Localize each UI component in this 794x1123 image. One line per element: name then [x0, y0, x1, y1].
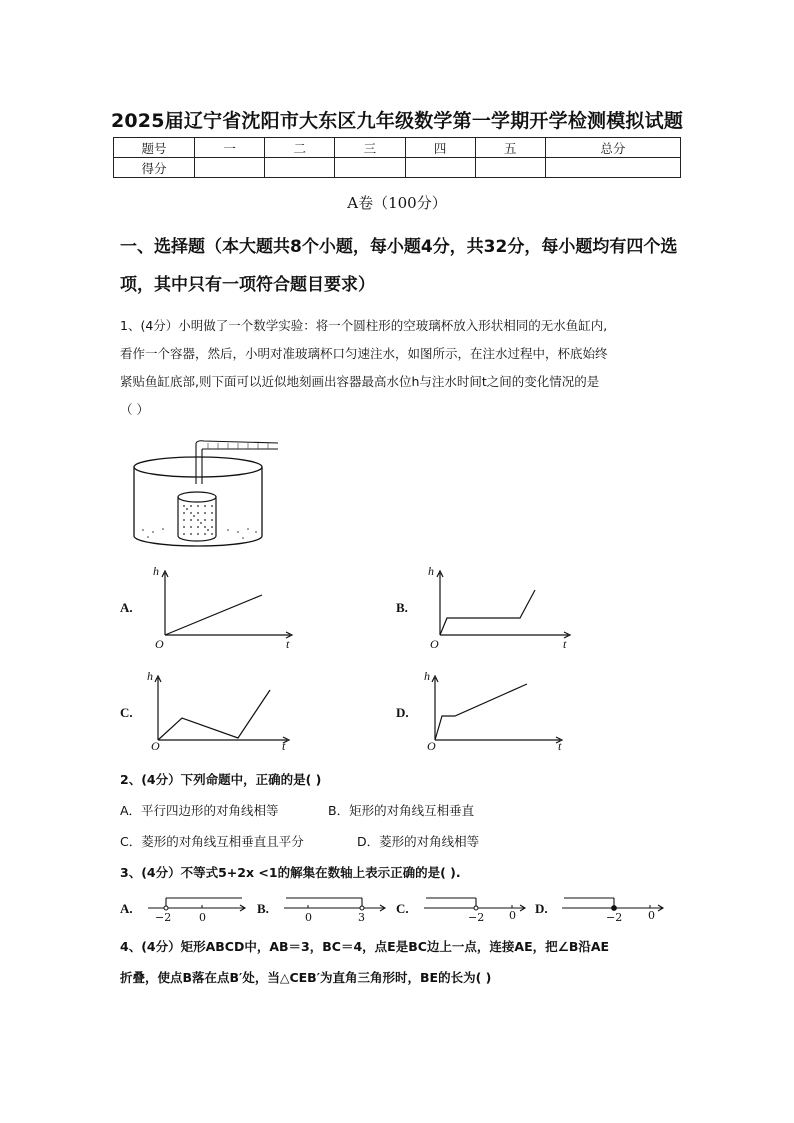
q3-option-b-numberline: [280, 893, 390, 923]
q3-option-b-label[interactable]: B.: [257, 901, 269, 916]
score-table: [113, 137, 681, 178]
q1-option-d-graph: [425, 670, 570, 760]
q3-a-tick1: −2: [155, 911, 172, 924]
score-row-label: 得分: [114, 158, 195, 178]
score-cell: [405, 158, 475, 178]
q3-c-tick1: −2: [468, 911, 485, 924]
q1-option-c-graph: [150, 670, 295, 760]
q3-b-tick1: 0: [305, 911, 312, 924]
q2-option-b[interactable]: B．矩形的对角线互相垂直: [328, 803, 475, 818]
score-header-cell: 题号: [114, 138, 195, 158]
score-header-cell: 三: [335, 138, 405, 158]
q3-b-tick2: 3: [358, 911, 365, 924]
score-cell: [475, 158, 545, 178]
q2-stem: 2、(4分）下列命题中，正确的是( ): [120, 772, 322, 787]
score-header-cell: 总分: [545, 138, 680, 158]
q1-b-origin: O: [430, 637, 439, 651]
score-header-cell: 五: [475, 138, 545, 158]
q1-b-x-label: t: [563, 637, 567, 651]
score-header-cell: 一: [195, 138, 265, 158]
q3-option-a-label[interactable]: A.: [120, 901, 133, 916]
q2-option-c[interactable]: C．菱形的对角线互相垂直且平分: [120, 834, 304, 849]
q3-option-c-label[interactable]: C.: [396, 901, 409, 916]
q1-a-x-label: t: [286, 637, 290, 651]
q3-a-tick2: 0: [199, 911, 206, 924]
q1-option-b-graph: [425, 565, 575, 655]
score-header-cell: 二: [265, 138, 335, 158]
q1-d-x-label: t: [558, 739, 562, 753]
q1-d-origin: O: [427, 739, 436, 753]
q1-option-a-graph: [150, 565, 295, 655]
q1-line3: 紧贴鱼缸底部,则下面可以近似地刻画出容器最高水位h与注水时间t之间的变化情况的是: [120, 374, 600, 389]
q2-option-d[interactable]: D．菱形的对角线相等: [357, 834, 480, 849]
q1-c-origin: O: [151, 739, 160, 753]
q1-option-a-label[interactable]: A.: [120, 600, 133, 615]
score-header-cell: 四: [405, 138, 475, 158]
q1-line1: 1、(4分）小明做了一个数学实验：将一个圆柱形的空玻璃杯放入形状相同的无水鱼缸内,: [120, 318, 608, 333]
score-cell: [335, 158, 405, 178]
q1-option-c-label[interactable]: C.: [120, 705, 133, 720]
q4-line2: 折叠，使点B落在点B′处，当△CEB′为直角三角形时，BE的长为( ): [120, 970, 492, 985]
page-title: 2025届辽宁省沈阳市大东区九年级数学第一学期开学检测模拟试题: [110, 110, 684, 132]
q4-line1: 4、(4分）矩形ABCD中，AB＝3，BC＝4，点E是BC边上一点，连接AE，把∠B沿AE: [120, 939, 610, 954]
fish-tank-figure: [128, 440, 288, 556]
q3-option-d-label[interactable]: D.: [535, 901, 548, 916]
q1-b-y-label: h: [428, 564, 434, 578]
score-cell: [265, 158, 335, 178]
score-cell: [195, 158, 265, 178]
q1-option-b-label[interactable]: B.: [396, 600, 408, 615]
q1-option-d-label[interactable]: D.: [396, 705, 409, 720]
q1-a-origin: O: [155, 637, 164, 651]
q1-c-x-label: t: [282, 739, 286, 753]
q1-d-y-label: h: [424, 669, 430, 683]
q3-stem: 3、(4分）不等式5+2x <1的解集在数轴上表示正确的是( ).: [120, 865, 461, 880]
score-cell: [545, 158, 680, 178]
q1-line4: （ ）: [120, 402, 149, 417]
q1-c-y-label: h: [147, 669, 153, 683]
q3-c-tick2: 0: [509, 909, 516, 922]
q3-d-tick1: −2: [606, 911, 623, 924]
score-table-score-row: [114, 158, 681, 178]
q2-option-a[interactable]: A．平行四边形的对角线相等: [120, 803, 279, 818]
q1-line2: 看作一个容器，然后，小明对准玻璃杯口匀速注水，如图所示，在注水过程中，杯底始终: [120, 346, 608, 361]
q3-d-tick2: 0: [648, 909, 655, 922]
part1-heading: 一、选择题（本大题共8个小题，每小题4分，共32分，每小题均有四个选项，其中只有一项符合题目要求）: [120, 237, 678, 295]
q1-a-y-label: h: [153, 564, 159, 578]
section-a-heading: A卷（100分）: [347, 194, 447, 212]
score-table-header-row: [114, 138, 681, 158]
